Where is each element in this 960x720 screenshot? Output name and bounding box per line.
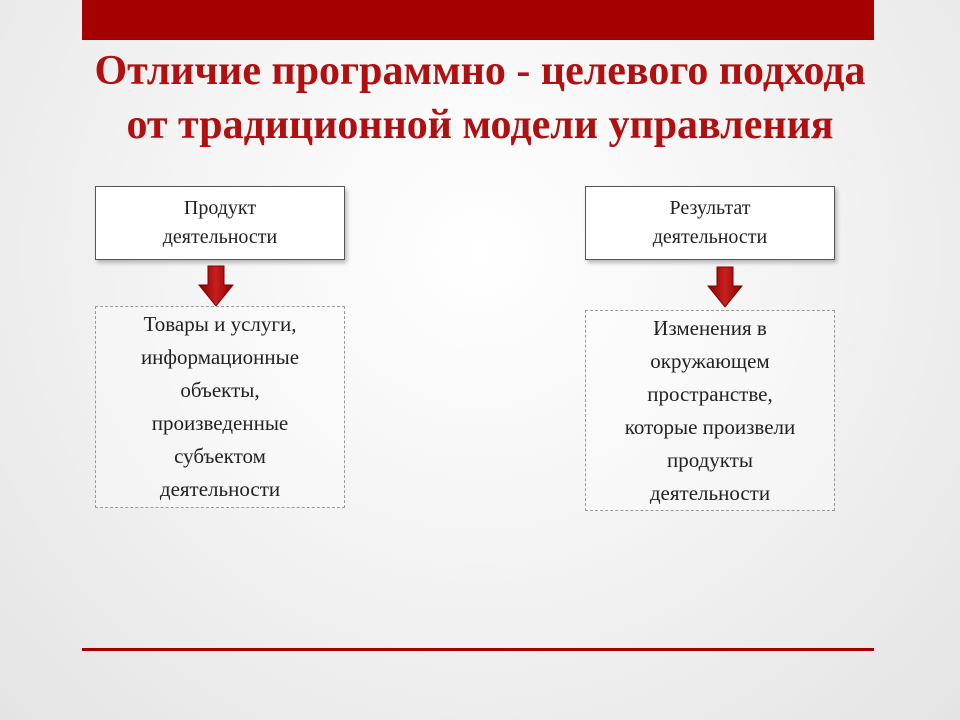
product-header-line-2: деятельности (162, 226, 278, 248)
product-desc-line: объекты, (180, 378, 260, 402)
result-desc-line: продукты (666, 447, 753, 472)
slide-title (20, 44, 940, 152)
result-desc-line: деятельности (649, 480, 771, 505)
product-desc-line: информационные (140, 345, 300, 369)
result-desc-line: Изменения в (653, 315, 767, 340)
down-arrow-icon (707, 266, 743, 308)
result-description-box (585, 310, 835, 511)
product-desc-line: деятельности (159, 477, 281, 501)
bottom-divider (82, 648, 874, 651)
product-description-box (95, 306, 345, 508)
result-header-line-1: Результат (669, 197, 751, 219)
product-desc-line: субъектом (174, 444, 266, 468)
down-arrow-icon (198, 265, 234, 307)
product-header-line-1: Продукт (183, 197, 257, 219)
product-header-box (95, 186, 345, 260)
title-line-1: Отличие программно - целевого подхода (94, 48, 866, 94)
title-line-2: от традиционной модели управления (126, 102, 834, 148)
result-desc-line: пространстве, (647, 381, 773, 406)
product-desc-line: Товары и услуги, (143, 312, 297, 336)
result-header-box (585, 186, 835, 260)
product-desc-line: произведенные (151, 411, 289, 435)
result-desc-line: окружающем (650, 348, 770, 373)
result-header-line-2: деятельности (652, 226, 768, 248)
top-accent-bar (82, 0, 874, 40)
result-desc-line: которые произвели (624, 414, 796, 439)
